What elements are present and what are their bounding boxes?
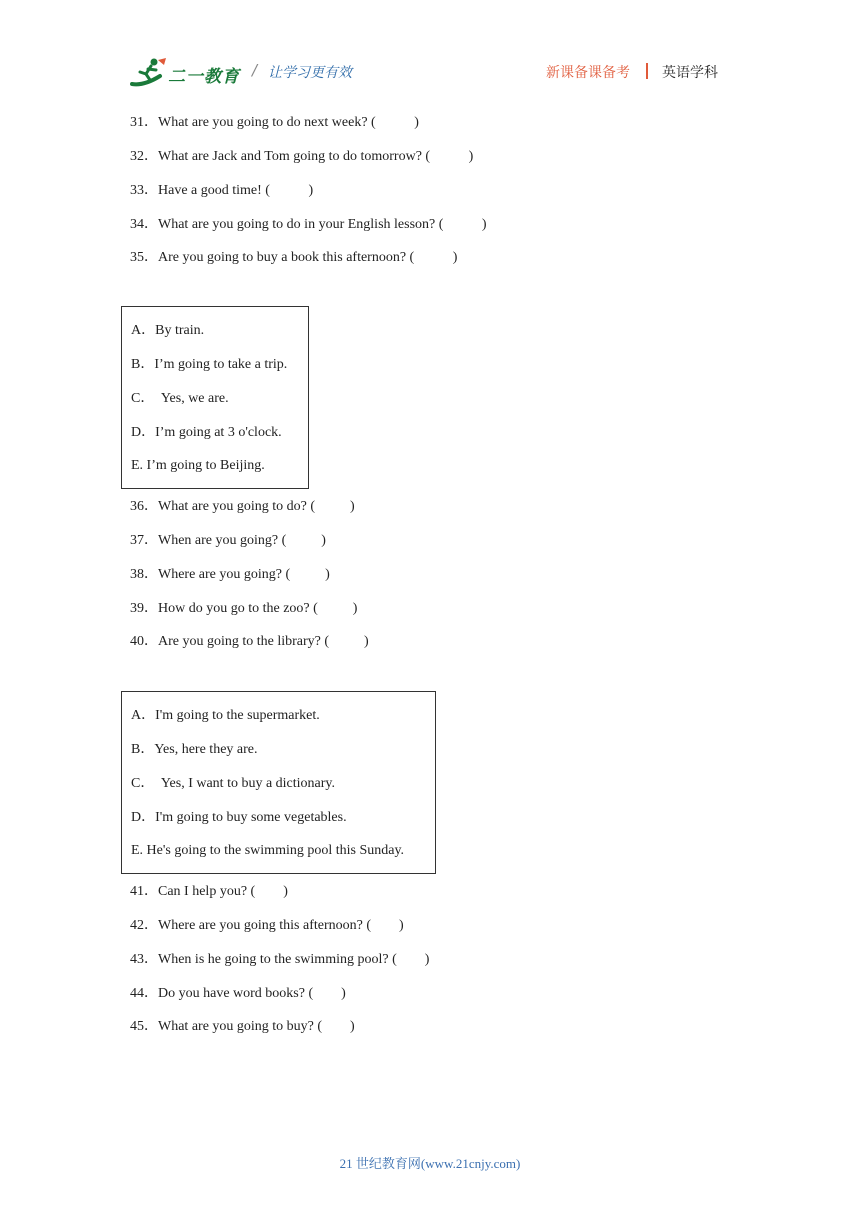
option-b: B．Yes, here they are. <box>131 742 258 757</box>
question-44: 44．Do you have word books? ( ) <box>130 986 346 1001</box>
question-32: 32．What are Jack and Tom going to do tomorrow? ( ) <box>130 149 474 164</box>
question-45: 45．What are you going to buy? ( ) <box>130 1019 355 1034</box>
logo-text: 二一教育 <box>168 67 240 87</box>
option-c: C． Yes, I want to buy a dictionary. <box>131 776 336 791</box>
option-a: A．I'm going to the supermarket. <box>131 708 320 723</box>
page-footer: 21 世纪教育网(www.21cnjy.com) <box>339 1156 521 1171</box>
option-d: D．I'm going to buy some vegetables. <box>131 810 347 825</box>
option-a: A．By train. <box>131 323 205 338</box>
brand-tagline: 新课备课备考 <box>546 65 630 81</box>
question-33: 33．Have a good time! ( ) <box>130 183 314 198</box>
option-b: B．I’m going to take a trip. <box>131 357 288 372</box>
slogan: 让学习更有效 <box>268 65 352 81</box>
question-38: 38．Where are you going? ( ) <box>130 567 330 582</box>
runner-logo-icon <box>130 56 170 90</box>
option-c: C． Yes, we are. <box>131 391 229 406</box>
brand-divider <box>646 63 648 79</box>
question-37: 37．When are you going? ( ) <box>130 533 326 548</box>
question-42: 42．Where are you going this afternoon? ( ) <box>130 918 404 933</box>
logo <box>130 56 242 90</box>
subject-label: 英语学科 <box>662 65 718 81</box>
question-31: 31．What are you going to do next week? ( ) <box>130 115 419 130</box>
question-43: 43．When is he going to the swimming pool? ( ) <box>130 952 430 967</box>
question-39: 39．How do you go to the zoo? ( ) <box>130 601 358 616</box>
question-41: 41．Can I help you? ( ) <box>130 884 288 899</box>
question-35: 35．Are you going to buy a book this afternoon? ( ) <box>130 250 458 265</box>
options-box-1 <box>121 306 309 489</box>
option-e: E. He's going to the swimming pool this Sunday. <box>131 843 405 858</box>
question-34: 34．What are you going to do in your English lesson? ( ) <box>130 217 487 232</box>
options-box-2 <box>121 691 436 874</box>
option-d: D．I’m going at 3 o'clock. <box>131 425 282 440</box>
option-e: E. I’m going to Beijing. <box>131 458 265 473</box>
question-40: 40．Are you going to the library? ( ) <box>130 634 369 649</box>
question-36: 36．What are you going to do? ( ) <box>130 499 355 514</box>
page-header <box>0 0 860 100</box>
slogan-separator: / <box>252 61 258 79</box>
